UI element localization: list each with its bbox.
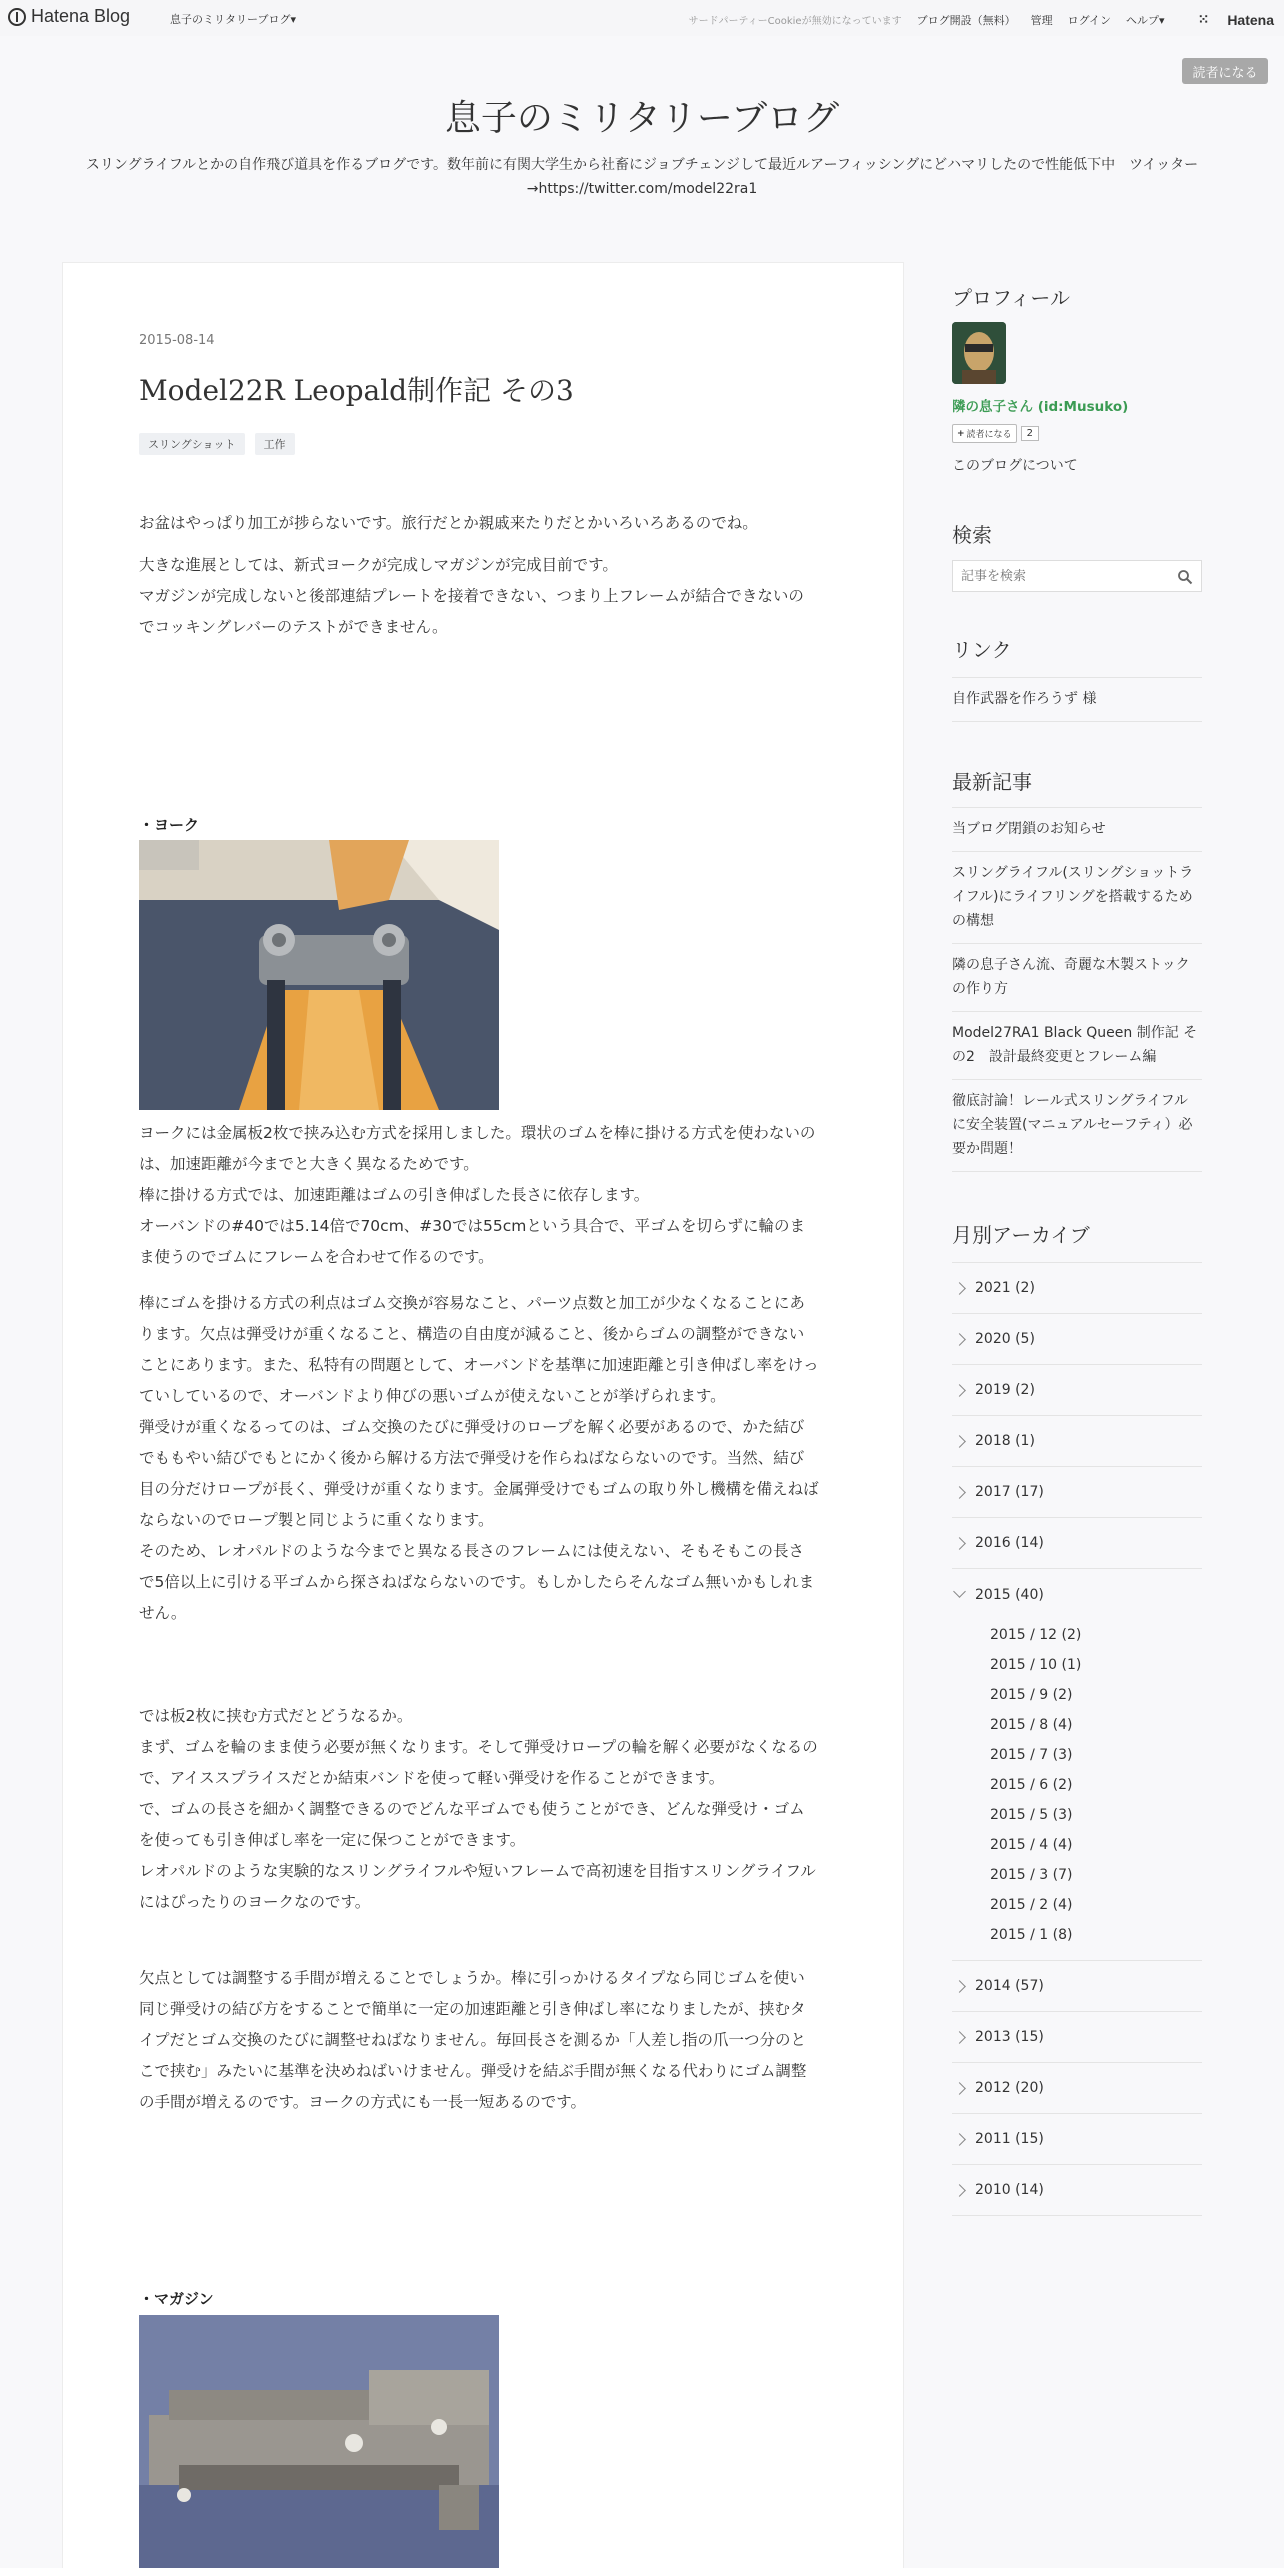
archive-year-label: 2016 (14) xyxy=(975,1535,1044,1551)
tag-craft[interactable]: 工作 xyxy=(255,433,295,455)
chevron-down-icon xyxy=(953,1585,966,1598)
header-links xyxy=(674,11,1274,28)
link-item[interactable]: 自作武器を作ろうず 様 xyxy=(952,678,1202,722)
hatena-dots-icon: ⁙ xyxy=(1197,11,1210,27)
yoke-paragraph-3: では板2枚に挟む方式だとどうなるか。 まず、ゴムを輪のまま使う必要が無くなります。そして弾受けロープの輪を解く必要がなくなるので、アイススプライスだとか結束バンドを使って軽い弾受けを作ることができます。 で、ゴムの長さを細かく調整できるのでどんな平ゴムでも使うことができ、どんな弾受け・ゴムを使っても引き伸ばし率を一定に保つことができます。 レオパルドのような実験的なスリングライフルや短いフレームで高初速を目指すスリングライフルにはぴったりのヨークなのです。 xyxy=(139,1707,818,1911)
hatena-link[interactable] xyxy=(1183,11,1274,28)
archive-year[interactable] xyxy=(952,1518,1202,1569)
archive-year-label: 2011 (15) xyxy=(975,2131,1044,2147)
recent-entry[interactable]: 隣の息子さん流、奇麗な木製ストックの作り方 xyxy=(952,944,1202,1012)
archive-month[interactable]: 2015 / 2 (4) xyxy=(990,1897,1073,1913)
archive-year-label: 2013 (15) xyxy=(975,2029,1044,2045)
recent-heading: 最新記事 xyxy=(952,770,1032,794)
search-input[interactable] xyxy=(953,561,1163,591)
yoke-paragraph-2: 棒にゴムを掛ける方式の利点はゴム交換が容易なこと、パーツ点数と加工が少なくなることにあります。欠点は弾受けが重くなること、構造の自由度が減ること、後からゴムの調整ができないことにあります。また、私特有の問題として、オーバンドを基準に加速距離と引き伸ばし率をけっていしているので、オーバンドより伸びの悪いゴムが使えないことが挙げられます。 弾受けが重くなるってのは、ゴム交換のたびに弾受けのロープを解く必要があるので、かた結びでももやい結びでもとにかく後から解ける方法で弾受けを作らねばならないのです。当然、結び目の分だけロープが長く、弾受けが重くなります。金属弾受けでもゴムの取り外し機構を備えねばならないのでロープ製と同じように重くなります。 そのため、レオパルドのような今までと異なる長さのフレームには使えない、そもそもこの長さで5倍以上に引ける平ゴムから探さねばならないのです。もしかしたらそんなゴム無いかもしれません。 xyxy=(139,1294,819,1622)
archive-month[interactable]: 2015 / 10 (1) xyxy=(990,1657,1082,1673)
archive-year[interactable] xyxy=(952,1467,1202,1518)
entry-article xyxy=(62,262,904,2568)
chevron-right-icon xyxy=(953,1980,966,1993)
entry-title[interactable]: Model22R Leopald制作記 その3 xyxy=(139,374,574,407)
profile-subscribe xyxy=(952,424,1039,443)
search-box xyxy=(952,560,1202,592)
hatena-link-label: Hatena xyxy=(1227,11,1274,28)
recent-entry[interactable]: 徹底討論！レール式スリングライフルに安全装置(マニュアルセーフティ）必要か問題！ xyxy=(952,1080,1202,1172)
archive-month[interactable]: 2015 / 3 (7) xyxy=(990,1867,1073,1883)
archive-month[interactable]: 2015 / 5 (3) xyxy=(990,1807,1073,1823)
archive-year[interactable] xyxy=(952,2063,1202,2114)
recent-entry[interactable]: 当ブログ閉鎖のお知らせ xyxy=(952,808,1202,852)
login-link[interactable]: ログイン xyxy=(1067,13,1112,27)
cookie-notice[interactable]: サードパーティーCookieが無効になっています xyxy=(688,16,902,27)
tag-slingshot[interactable]: スリングショット xyxy=(139,433,245,455)
recent-entries-list xyxy=(952,807,1202,1172)
intro-paragraph-2: 大きな進展としては、新式ヨークが完成しマガジンが完成目前です。 マガジンが完成しないと後部連結プレートを接着できない、つまり上フレームが結合できないのでコッキングレバーのテストができません。 xyxy=(139,556,804,636)
chevron-right-icon xyxy=(953,1537,966,1550)
chevron-right-icon xyxy=(953,1282,966,1295)
archive-year-label: 2021 (2) xyxy=(975,1280,1035,1296)
profile-heading: プロフィール xyxy=(952,286,1070,310)
blog-description: スリングライフルとかの自作飛び道具を作るブログです。数年前に有関大学生から社畜にジョブチェンジして最近ルアーフィッシングにどハマリしたので性能低下中 ツイッター→https://twitter.com/model22ra1 xyxy=(85,157,1199,197)
archive-year[interactable] xyxy=(952,1416,1202,1467)
archive-month[interactable]: 2015 / 8 (4) xyxy=(990,1717,1073,1733)
blog-menu[interactable]: 息子のミリタリーブログ▾ xyxy=(170,13,296,26)
help-menu[interactable]: ヘルプ▾ xyxy=(1126,13,1165,27)
chevron-right-icon xyxy=(953,2133,966,2146)
archive-year[interactable] xyxy=(952,1365,1202,1416)
chevron-right-icon xyxy=(953,1333,966,1346)
archive-year-label: 2015 (40) xyxy=(975,1586,1044,1603)
profile-name-link[interactable]: 隣の息子さん (id:Musuko) xyxy=(952,399,1129,415)
magazine-heading: ・マガジン xyxy=(139,2290,214,2308)
archive-year[interactable] xyxy=(952,1263,1202,1314)
yoke-paragraph-4: 欠点としては調整する手間が増えることでしょうか。棒に引っかけるタイプなら同じゴムを使い同じ弾受けの結び方をすることで簡単に一定の加速距離と引き伸ばし率になりましたが、挟むタイプだとゴム交換のたびに調整せねばなりません。毎回長さを測るか「人差し指の爪一つ分のとこで挟む」みたいに基準を決めねばいけません。弾受けを結ぶ手間が無くなる代わりにゴム調整の手間が増えるのです。ヨークの方式にも一長一短あるのです。 xyxy=(139,1969,807,2111)
search-icon[interactable] xyxy=(1177,569,1193,585)
archive-month[interactable]: 2015 / 6 (2) xyxy=(990,1777,1073,1793)
recent-entry[interactable]: Model27RA1 Black Queen 制作記 その2 設計最終変更とフレーム編 xyxy=(952,1012,1202,1080)
archive-year[interactable] xyxy=(952,1314,1202,1365)
archive-year[interactable] xyxy=(952,1961,1202,2012)
archive-heading: 月別アーカイブ xyxy=(952,1223,1090,1247)
archive-month[interactable]: 2015 / 4 (4) xyxy=(990,1837,1073,1853)
subscribe-small-label: 読者になる xyxy=(966,430,1012,440)
archive-month[interactable]: 2015 / 9 (2) xyxy=(990,1687,1073,1703)
plus-icon: + xyxy=(957,428,965,439)
chevron-right-icon xyxy=(953,2082,966,2095)
archive-month[interactable]: 2015 / 12 (2) xyxy=(990,1627,1082,1643)
archive-month[interactable]: 2015 / 7 (3) xyxy=(990,1747,1073,1763)
blog-title[interactable]: 息子のミリタリーブログ xyxy=(444,98,840,139)
open-blog-link[interactable]: ブログ開設（無料） xyxy=(916,13,1016,27)
subscriber-count: 2 xyxy=(1021,426,1039,441)
subscribe-small-button[interactable] xyxy=(952,424,1017,443)
archive-year-label: 2017 (17) xyxy=(975,1484,1044,1500)
profile-avatar[interactable] xyxy=(952,322,1006,384)
hatena-blog-logo[interactable] xyxy=(8,6,130,27)
global-header xyxy=(0,0,1284,36)
yoke-heading: ・ヨーク xyxy=(139,816,200,834)
chevron-right-icon xyxy=(953,2184,966,2197)
hatena-logo-icon xyxy=(8,8,26,26)
subscribe-button[interactable]: 読者になる xyxy=(1182,58,1268,84)
recent-entry[interactable]: スリングライフル(スリングショットライフル)にライフリングを搭載するための構想 xyxy=(952,852,1202,944)
archive-year-label: 2014 (57) xyxy=(975,1978,1044,1994)
search-heading: 検索 xyxy=(952,523,992,547)
archive-year-label: 2018 (1) xyxy=(975,1433,1035,1449)
yoke-paragraph-1: ヨークには金属板2枚で挟み込む方式を採用しました。環状のゴムを棒に掛ける方式を使わないのは、加速距離が今までと大きく異なるためです。 棒に掛ける方式では、加速距離はゴムの引き伸ばした長さに依存します。 オーバンドの#40では5.14倍で70cm、#30では55cmという具合で、平ゴムを切らずに輪のまま使うのでゴムにフレームを合わせて作るのです。 xyxy=(139,1124,816,1266)
archive-year-label: 2019 (2) xyxy=(975,1382,1035,1398)
archive-year[interactable] xyxy=(952,2012,1202,2063)
chevron-right-icon xyxy=(953,2031,966,2044)
archive-list xyxy=(952,1262,1202,2216)
chevron-right-icon xyxy=(953,1486,966,1499)
archive-year[interactable] xyxy=(952,2114,1202,2165)
entry-tags xyxy=(139,433,305,455)
links-list xyxy=(952,677,1202,722)
admin-link[interactable]: 管理 xyxy=(1030,13,1053,27)
intro-paragraph-1: お盆はやっぱり加工が捗らないです。旅行だとか親戚来たりだとかいろいろあるのでね。 xyxy=(139,514,758,532)
magazine-photo xyxy=(139,2315,499,2568)
chevron-right-icon xyxy=(953,1435,966,1448)
archive-year[interactable] xyxy=(952,1569,1202,1620)
logo-text: Hatena Blog xyxy=(31,6,131,26)
yoke-photo xyxy=(139,840,499,1110)
chevron-right-icon xyxy=(953,1384,966,1397)
about-blog-link[interactable]: このブログについて xyxy=(952,458,1078,474)
archive-year-label: 2010 (14) xyxy=(975,2182,1044,2198)
links-heading: リンク xyxy=(952,638,1012,662)
archive-year-label: 2020 (5) xyxy=(975,1331,1035,1347)
archive-year[interactable] xyxy=(952,2165,1202,2216)
archive-month[interactable]: 2015 / 1 (8) xyxy=(990,1927,1073,1943)
entry-date[interactable]: 2015-08-14 xyxy=(139,333,215,348)
archive-year-label: 2012 (20) xyxy=(975,2080,1044,2096)
archive-year-expanded xyxy=(952,1569,1202,1961)
